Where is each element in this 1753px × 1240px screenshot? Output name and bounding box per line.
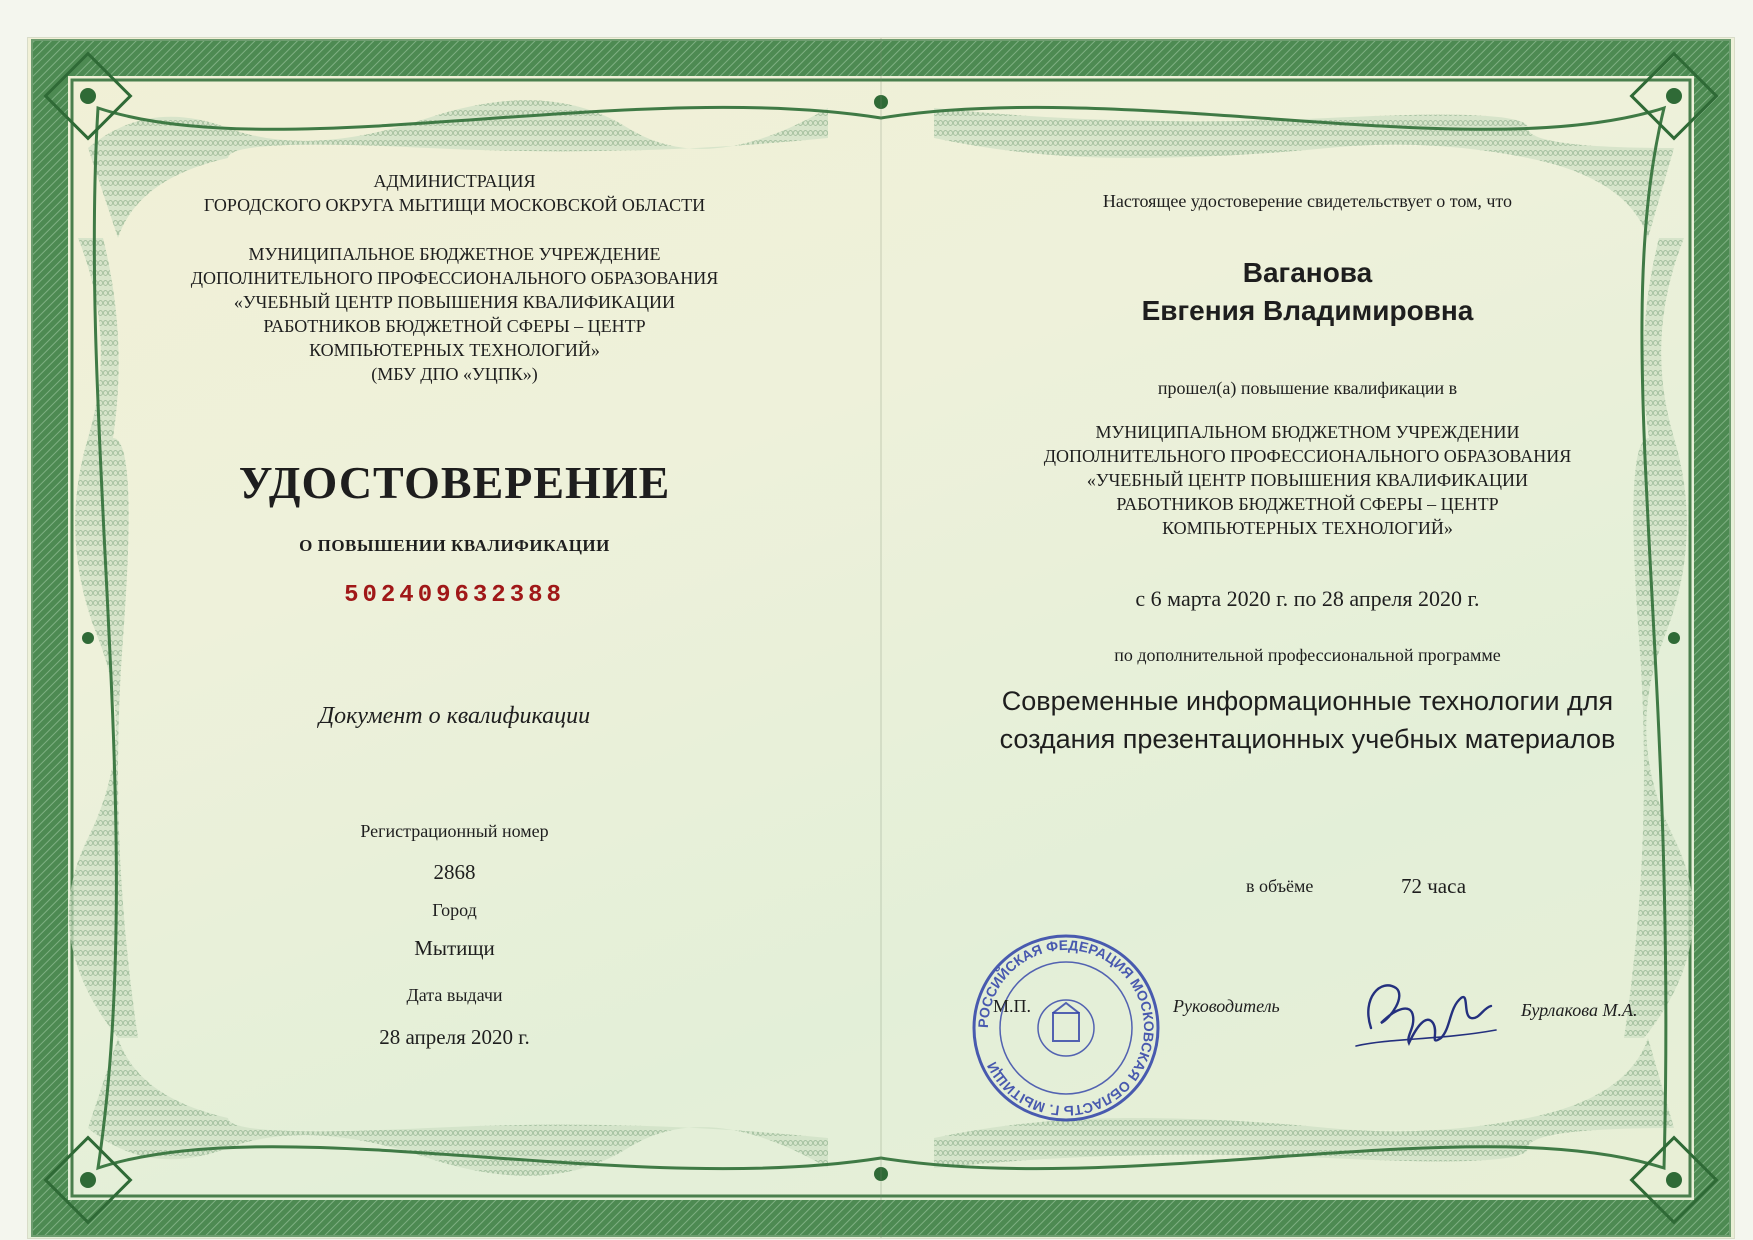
program-title-line-1: Современные информационные технологии для (1001, 686, 1614, 716)
stamp-ring-text: РОССИЙСКАЯ ФЕДЕРАЦИЯ МОСКОВСКАЯ ОБЛАСТЬ Г. МЫТИЩИ (974, 936, 1158, 1120)
training-period: с 6 марта 2020 г. по 28 апреля 2020 г. (1135, 586, 1480, 611)
seal-label: М.П. (993, 996, 1032, 1016)
registration-number: 2868 (433, 860, 476, 884)
recipient-given-names: Евгения Владимировна (1141, 295, 1474, 326)
volume-label: в объёме (1246, 876, 1314, 896)
svg-text:РОССИЙСКАЯ ФЕДЕРАЦИЯ МОСКОВСКА (975, 937, 1157, 1119)
document-title: УДОСТОВЕРЕНИЕ (238, 457, 671, 508)
serial-number: 502409632388 (344, 582, 565, 609)
institution-line: ДОПОЛНИТЕЛЬНОГО ПРОФЕССИОНАЛЬНОГО ОБРАЗОВАНИЯ (190, 268, 719, 288)
organization-line: ДОПОЛНИТЕЛЬНОГО ПРОФЕССИОНАЛЬНОГО ОБРАЗОВАНИЯ (1043, 446, 1572, 466)
program-title-line-2: создания презентационных учебных материалов (999, 724, 1616, 754)
right-page (881, 38, 1734, 1238)
city-label: Город (432, 900, 477, 920)
institution-line: КОМПЬЮТЕРНЫХ ТЕХНОЛОГИЙ» (309, 340, 600, 360)
intro-text: Настоящее удостоверение свидетельствует о том, что (1102, 191, 1513, 211)
organization-line: МУНИЦИПАЛЬНОМ БЮДЖЕТНОМ УЧРЕЖДЕНИИ (1095, 422, 1520, 442)
admin-line-1: АДМИНИСТРАЦИЯ (373, 171, 536, 191)
volume-value: 72 часа (1401, 874, 1467, 898)
issue-date-value: 28 апреля 2020 г. (379, 1025, 530, 1049)
institution-abbreviation: (МБУ ДПО «УЦПК») (371, 364, 538, 384)
signature-icon (1351, 968, 1501, 1058)
program-label: по дополнительной профессиональной программе (1114, 645, 1501, 665)
official-stamp (971, 933, 1161, 1123)
left-page (28, 38, 881, 1238)
city-value: Мытищи (414, 936, 495, 960)
organization-line: РАБОТНИКОВ БЮДЖЕТНОЙ СФЕРЫ – ЦЕНТР (1116, 494, 1499, 514)
institution-line: «УЧЕБНЫЙ ЦЕНТР ПОВЫШЕНИЯ КВАЛИФИКАЦИИ (233, 292, 676, 312)
issue-date-label: Дата выдачи (406, 985, 503, 1005)
institution-line: РАБОТНИКОВ БЮДЖЕТНОЙ СФЕРЫ – ЦЕНТР (263, 316, 646, 336)
admin-line-2: ГОРОДСКОГО ОКРУГА МЫТИЩИ МОСКОВСКОЙ ОБЛАСТИ (203, 195, 706, 215)
head-name: Бурлакова М.А. (1521, 1000, 1638, 1020)
document-subtitle: О ПОВЫШЕНИИ КВАЛИФИКАЦИИ (299, 536, 610, 555)
certificate-sheet (28, 38, 1734, 1238)
recipient-surname: Ваганова (1242, 257, 1373, 288)
organization-line: «УЧЕБНЫЙ ЦЕНТР ПОВЫШЕНИЯ КВАЛИФИКАЦИИ (1086, 470, 1529, 490)
organization-line: КОМПЬЮТЕРНЫХ ТЕХНОЛОГИЙ» (1162, 518, 1453, 538)
document-type: Документ о квалификации (318, 703, 591, 729)
institution-line: МУНИЦИПАЛЬНОЕ БЮДЖЕТНОЕ УЧРЕЖДЕНИЕ (248, 244, 661, 264)
head-label: Руководитель (1173, 996, 1280, 1016)
passed-text: прошел(а) повышение квалификации в (1157, 378, 1458, 398)
registration-label: Регистрационный номер (360, 821, 549, 841)
